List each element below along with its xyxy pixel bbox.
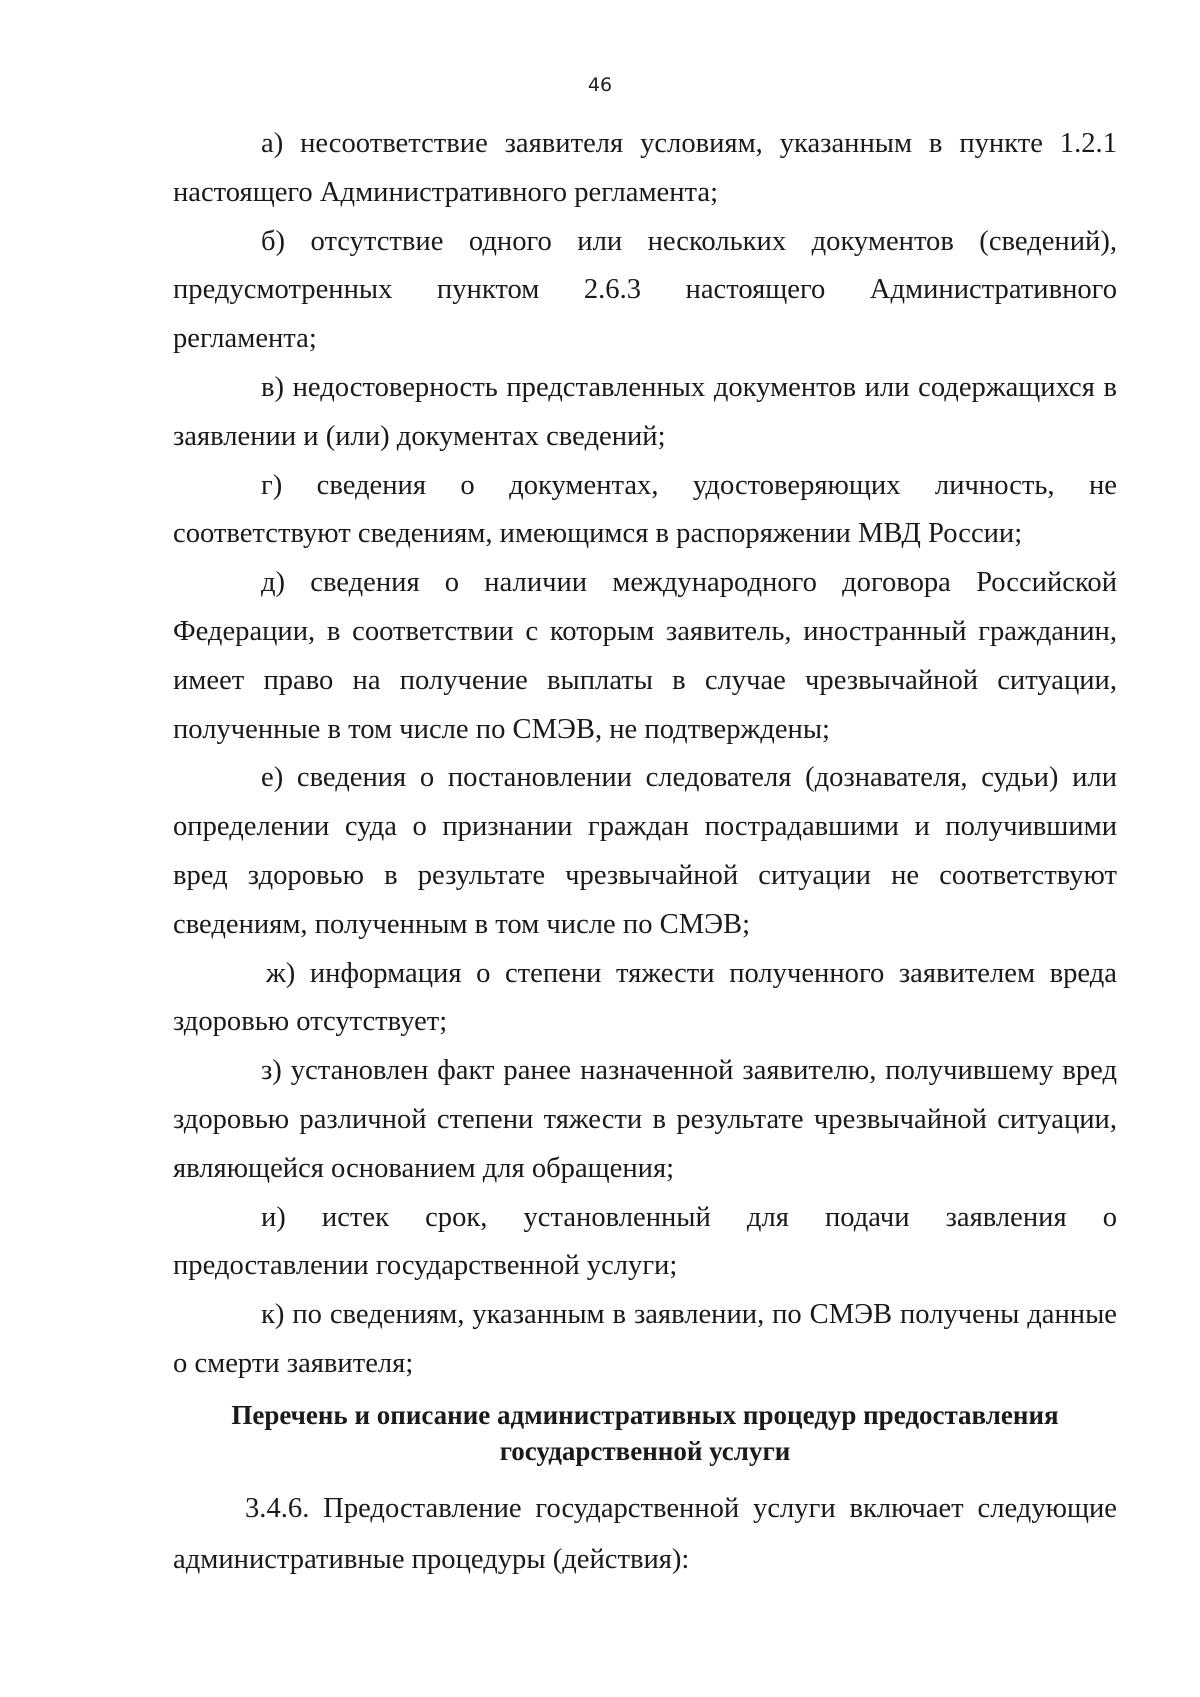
list-item-i: и) истек срок, установленный для подачи заявления о предоставлении государственной услуги; xyxy=(173,1201,1117,1282)
list-item-a: а) несоответствие заявителя условиям, указанным в пункте 1.2.1 настоящего Административного регламента; xyxy=(173,128,1117,208)
list-item-k: к) по сведениям, указанным в заявлении, по СМЭВ получены данные о смерти заявителя; xyxy=(173,1299,1117,1379)
page-number: 46 xyxy=(587,74,613,96)
list-item-v: в) недостоверность представленных документов или содержащихся в заявлении и (или) документах сведений; xyxy=(173,371,1117,452)
list-item-d: д) сведения о наличии международного договора Российской Федерации, в соответствии с которым заявитель, иностранный гражданин, имеет право на получение выплаты в случае чрезвычайной ситуации, полученные в том числе по СМЭВ, не подтверждены; xyxy=(173,567,1117,745)
document-body xyxy=(173,120,1117,1585)
section-heading xyxy=(173,1397,1117,1469)
list-item-g: г) сведения о документах, удостоверяющих личность, не соответствуют сведениям, имеющимся в распоряжении МВД России; xyxy=(173,469,1117,550)
list-item-e: е) сведения о постановлении следователя (дознавателя, судьи) или определении суда о признании граждан пострадавшими и получившими вред здоровью в результате чрезвычайной ситуации не соответствуют сведениям, полученным в том числе по СМЭВ; xyxy=(173,762,1117,940)
section-heading-line-2: государственной услуги xyxy=(499,1435,791,1466)
list-item-b: б) отсутствие одного или нескольких документов (сведений), предусмотренных пунктом 2.6.3 настоящего Административного регламента; xyxy=(173,225,1117,355)
section-heading-line-1: Перечень и описание административных процедур предоставления xyxy=(231,1399,1059,1430)
list-item-z: з) установлен факт ранее назначенной заявителю, получившему вред здоровью различной степени тяжести в результате чрезвычайной ситуации, являющейся основанием для обращения; xyxy=(173,1055,1117,1184)
list-item-zh: ж) информация о степени тяжести полученного заявителем вреда здоровью отсутствует; xyxy=(173,957,1117,1038)
section-paragraph-3-4-6: 3.4.6. Предоставление государственной услуги включает следующие административные процедуры (действия): xyxy=(173,1492,1117,1575)
